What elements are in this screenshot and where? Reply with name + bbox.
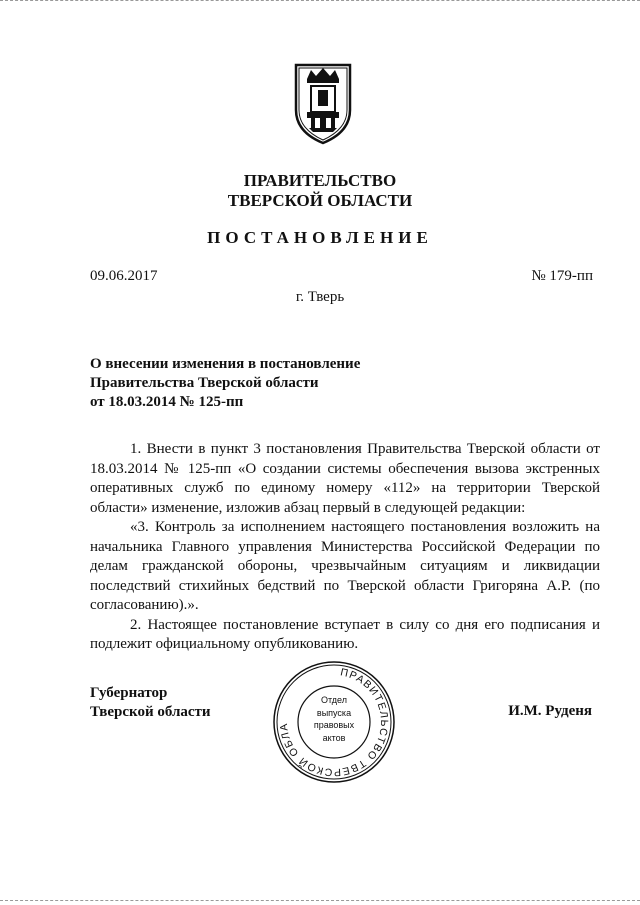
government-name-line-2: ТВЕРСКОЙ ОБЛАСТИ bbox=[227, 191, 413, 210]
signer-title-line-1: Губернатор bbox=[90, 685, 168, 701]
top-scan-edge bbox=[0, 0, 640, 3]
body-paragraph: 2. Настоящее постановление вступает в силу со дня его подписания и подлежит официальному опубликованию. bbox=[90, 616, 600, 652]
document-number: № 179-пп bbox=[531, 268, 593, 284]
document-type-heading: ПОСТАНОВЛЕНИЕ bbox=[207, 228, 433, 247]
stamp-inner-text bbox=[305, 694, 363, 744]
subject-line-3: от 18.03.2014 № 125-пп bbox=[90, 394, 244, 410]
document-date: 09.06.2017 bbox=[90, 268, 158, 284]
stamp-inner-line-3: правовых bbox=[313, 720, 355, 730]
document-city: г. Тверь bbox=[295, 289, 345, 305]
tver-coat-of-arms-icon bbox=[293, 62, 353, 146]
bottom-scan-edge bbox=[0, 900, 640, 903]
signer-name: И.М. Руденя bbox=[508, 703, 592, 719]
document-body bbox=[90, 440, 600, 655]
stamp-ring-text: ПРАВИТЕЛЬСТВО ТВЕРСКОЙ ОБЛА bbox=[277, 666, 391, 779]
document-subject bbox=[90, 355, 360, 412]
government-name-line-1: ПРАВИТЕЛЬСТВО bbox=[243, 171, 397, 190]
subject-line-2: Правительства Тверской области bbox=[90, 375, 319, 391]
subject-line-1: О внесении изменения в постановление bbox=[90, 356, 361, 372]
signer-title-line-2: Тверской области bbox=[90, 704, 211, 720]
stamp-inner-line-2: выпуска bbox=[316, 707, 352, 718]
body-paragraph: «3. Контроль за исполнением настоящего постановления возложить на начальника Главного управления Министерства Российской Федерации по делам гражданской обороны, чрезвычайным ситуациям и ликвидации последствий стихийных бедствий по Тверской области Григоряна А.Р. (по согласованию).». bbox=[90, 519, 600, 613]
stamp-inner-line-1: Отдел bbox=[320, 695, 348, 705]
body-paragraph: 1. Внести в пункт 3 постановления Правительства Тверской области от 18.03.2014 № 125-пп «О создании системы обеспечения вызова экстренных оперативных служб по единому номеру «112» на территории Тверской области» изменение, изложив абзац первый в следующей редакции: bbox=[90, 441, 600, 516]
official-stamp bbox=[272, 660, 396, 784]
signer-title bbox=[90, 684, 211, 722]
stamp-inner-line-4: актов bbox=[322, 732, 346, 743]
